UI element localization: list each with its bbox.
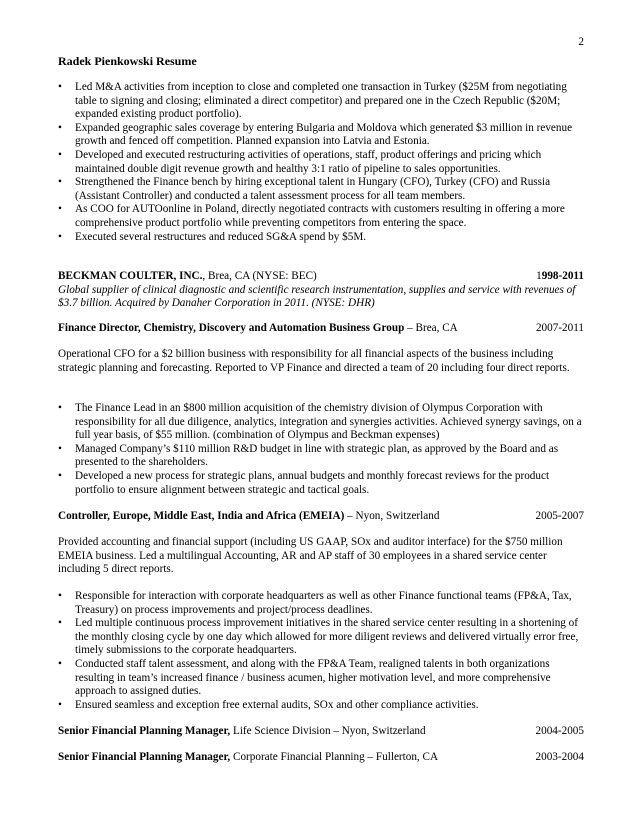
role-location: – Nyon, Switzerland xyxy=(344,510,440,522)
list-item: • Responsible for interaction with corporate headquarters as well as other Finance functional teams (FP&A, Tax, Treasury) on process improvements and project/process deadlines. xyxy=(58,590,584,617)
role-years: 2007-2011 xyxy=(535,322,584,334)
role-bullet-list xyxy=(58,402,584,497)
role-years: 2005-2007 xyxy=(535,510,584,522)
company-description: Global supplier of clinical diagnostic and scientific research instrumentation, supplies and service with revenues of $3.7 billion. Acquired by Danaher Corporation in 2011. (NYSE: DHR) xyxy=(58,283,576,310)
list-item: • As COO for AUTOonline in Poland, directly negotiated contracts with customers resulting in offering a more comprehensive product portfolio while preventing competitors from entering the space. xyxy=(58,203,584,230)
role-finance-director xyxy=(58,322,584,336)
list-item: • Expanded geographic sales coverage by entering Bulgaria and Moldova which generated $3 million in revenue growth and fenced off competition. Planned expansion into Latvia and Estonia. xyxy=(58,122,584,149)
resume-title: Radek Pienkowski Resume xyxy=(58,54,197,68)
list-item: • Managed Company’s $110 million R&D budget in line with strategic plan, as approved by the Board and as presented to the shareholders. xyxy=(58,443,584,470)
role-controller-emeia xyxy=(58,510,584,524)
role-summary: Operational CFO for a $2 billion business with responsibility for all financial aspects of the business including strategic planning and forecasting. Reported to VP Finance and directed a team of 20 including four direct reports. xyxy=(58,348,570,374)
list-item: • Conducted staff talent assessment, and along with the FP&A Team, realigned talents in both organizations resulting in team’s increased finance / business acumen, higher motivation level, and more comprehensive approach to assigned duties. xyxy=(58,658,584,699)
role-location: – Brea, CA xyxy=(404,322,458,334)
role-bullet-list xyxy=(58,590,584,712)
role-summary: Provided accounting and financial support (including US GAAP, SOx and auditor interface) for the $750 million EMEIA business. Led a multilingual Accounting, AR and AP staff of 30 employees in a shared service center including 5 direct reports. xyxy=(58,536,563,576)
company-name: BECKMAN COULTER, INC. xyxy=(58,270,203,282)
role-location: Life Science Division – Nyon, Switzerland xyxy=(230,725,426,737)
list-item: • The Finance Lead in an $800 million acquisition of the chemistry division of Olympus Corporation with responsibility for all due diligence, analytics, integration and synergies activities. Achieved synergy savings, on a full year basis, of $55 million. (combination of Olympus and Beckman expenses) xyxy=(58,402,584,443)
list-item: • Led M&A activities from inception to close and completed one transaction in Turkey ($25M from negotiating table to signing and closing; eliminated a direct competitor) and prepared one in the Czech Republic ($20M; expanded existing product portfolio). xyxy=(58,81,584,122)
list-item: • Led multiple continuous process improvement initiatives in the shared service center resulting in a shortening of the monthly closing cycle by one day which allowed for more diligent reviews and delivered virtually error free, timely submissions to the corporate headquarters. xyxy=(58,617,584,658)
list-item: • Strengthened the Finance bench by hiring exceptional talent in Hungary (CFO), Turkey (CFO) and Russia (Assistant Controller) and conducted a talent assessment process for all team members. xyxy=(58,176,584,203)
page-number: 2 xyxy=(578,36,584,48)
role-title: Senior Financial Planning Manager, xyxy=(58,751,231,763)
role-title: Controller, Europe, Middle East, India and Africa (EMEIA) xyxy=(58,510,345,522)
list-item: • Executed several restructures and reduced SG&A spend by $5M. xyxy=(58,231,584,245)
company-location: , Brea, CA (NYSE: BEC) xyxy=(202,270,317,282)
role-title: Finance Director, Chemistry, Discovery and Automation Business Group xyxy=(58,322,405,334)
role-senior-fp-manager-nyon xyxy=(58,725,584,739)
role-title: Senior Financial Planning Manager, xyxy=(58,725,231,737)
list-item: • Developed a new process for strategic plans, annual budgets and monthly forecast reviews for the product portfolio to ensure alignment between strategic and tactical goals. xyxy=(58,470,584,497)
list-item: • Developed and executed restructuring activities of operations, staff, product offerings and pricing which maintained double digit revenue growth and healthy 3:1 ratio of pipeline to sales opportunities. xyxy=(58,149,584,176)
intro-bullet-list xyxy=(58,81,584,244)
role-location: Corporate Financial Planning – Fullerton, CA xyxy=(230,751,439,763)
role-years: 2004-2005 xyxy=(535,725,584,737)
list-item: • Ensured seamless and exception free external audits, SOx and other compliance activities. xyxy=(58,699,584,713)
company-header xyxy=(58,270,584,311)
company-years: 1998-2011 xyxy=(536,270,584,282)
role-senior-fp-manager-fullerton xyxy=(58,751,584,765)
role-years: 2003-2004 xyxy=(535,751,584,763)
